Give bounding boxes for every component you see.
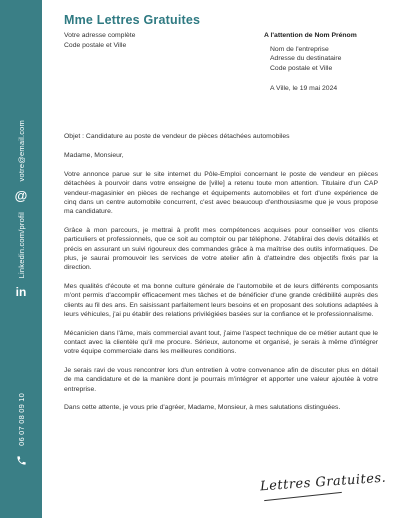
contact-sidebar [0, 0, 42, 518]
letter-paragraph: Je serais ravi de vous rencontrer lors d'un entretien à votre convenance afin de discuter plus en détail de ma candidature et de la manière dont je pourrais m'intégrer et apporter une valeur ajoutée à votre entreprise. [64, 366, 378, 393]
letter-paragraph: Votre annonce parue sur le site internet du Pôle-Emploi concernant le poste de vendeur en pièces détachées à pourvoir dans votre enseigne de [ville] a retenu toute mon attention. Titulaire d'un CAP vendeur-magasinier en pièces de rechange et équipements automobiles et fort d'une expérience de cinq dans un centre automobile concurrent, c'est avec beaucoup d'enthousiasme que je vous propose ma candidature. [64, 170, 378, 216]
linkedin-block [0, 212, 42, 298]
phone-text: 06 07 08 09 10 [16, 393, 26, 446]
sender-address: Votre adresse complète [64, 32, 136, 39]
recipient-company: Nom de l'entreprise [270, 45, 329, 53]
recipient-city: Code postale et Ville [270, 64, 333, 72]
email-text: votre@email.com [16, 120, 26, 182]
at-icon: @ [14, 188, 28, 204]
linkedin-icon: in [15, 285, 27, 300]
letter-subject: Objet : Candidature au poste de vendeur de pièces détachées automobiles [64, 133, 290, 140]
letter-page [42, 0, 400, 518]
letter-body [64, 132, 378, 421]
letter-date: A Ville, le 19 mai 2024 [270, 85, 338, 92]
linkedin-text: Linkedin.com/profil [16, 212, 26, 279]
letter-salutation: Madame, Monsieur, [64, 152, 124, 160]
recipient-address: Adresse du destinataire [270, 55, 342, 62]
sender-name: Mme Lettres Gratuites [64, 13, 201, 27]
signature: Lettres Gratuites. [259, 470, 387, 495]
sender-address-block [64, 31, 135, 50]
recipient-attention: A l'attention de Nom Prénom [264, 32, 357, 39]
recipient-block [264, 31, 357, 73]
letter-paragraph: Mes qualités d'écoute et ma bonne culture générale de l'automobile et de leurs différents composants m'ont permis d'accomplir efficacement mes tâches et de bénéficier d'une grande crédibilité auprès des clients au fil des ans. En saisissant parfaitement leurs besoins et en proposant des solutions adaptées à leurs véhicules, j'ai pu établir des relations privilégiées basées sur la confiance et le professionnalisme. [64, 282, 378, 319]
phone-icon [16, 455, 27, 468]
letter-paragraph: Mécanicien dans l'âme, mais commercial avant tout, j'aime l'aspect technique de ce métier autant que le contact avec la clientèle qu'il me procure. Sérieux, autonome et organisé, je serais à même d'intégrer votre équipe commerciale dans les meilleures conditions. [64, 329, 378, 356]
phone-block [0, 393, 42, 468]
sender-city: Code postale et Ville [64, 41, 127, 49]
email-block [0, 120, 42, 202]
letter-paragraph: Dans cette attente, je vous prie d'agréer, Madame, Monsieur, à mes salutations distinguées. [64, 403, 341, 411]
letter-paragraph: Grâce à mon parcours, je mettrai à profit mes compétences acquises pour conseiller vos clients particuliers et professionnels, que ce soit au comptoir ou par téléphone. J'établirai des devis détaillés et précis en assurant un suivi rigoureux des commandes grâce à ma maîtrise des outils informatiques. De plus, je saurai promouvoir les services de votre atelier afin à d'atteindre des objectifs fixés par la direction. [64, 226, 378, 272]
